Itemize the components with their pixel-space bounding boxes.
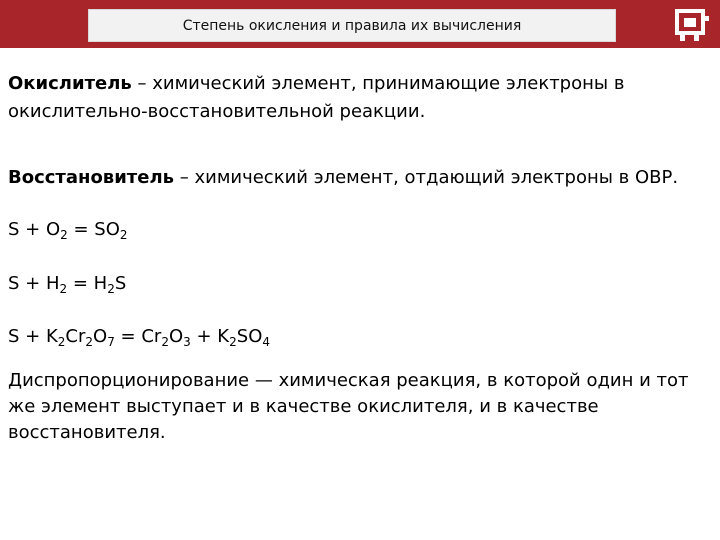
equation-subscript: 2 — [60, 228, 68, 242]
term-oxidizer: Окислитель — [8, 73, 132, 94]
term-reducer: Восстановитель — [8, 167, 175, 188]
robot-logo-icon — [672, 6, 712, 44]
equation-text: = H — [67, 273, 108, 294]
equation-subscript: 2 — [161, 335, 169, 349]
equation-text: = SO — [67, 219, 120, 240]
equation-text: SO — [236, 326, 263, 347]
equation-subscript: 2 — [107, 282, 115, 296]
equation-subscript: 2 — [119, 228, 128, 242]
equation-subscript: 2 — [57, 335, 66, 349]
equation-text: S + K — [8, 326, 58, 347]
equation-text: O — [168, 326, 184, 347]
slide-title — [88, 9, 616, 42]
equation-subscript: 3 — [183, 335, 191, 349]
equation-2 — [8, 270, 126, 298]
definition-reducer — [8, 164, 714, 192]
equation-text: S — [114, 273, 127, 294]
equation-text: S + H — [8, 273, 60, 294]
definition-reducer-text: – химический элемент, отдающий электроны в ОВР. — [174, 167, 679, 188]
equation-3 — [8, 323, 270, 351]
slide-title-text: Степень окисления и правила их вычисления — [182, 17, 522, 34]
equation-text: S + O — [8, 219, 61, 240]
equation-text: + K — [190, 326, 230, 347]
equation-text: = Cr — [114, 326, 162, 347]
equation-subscript: 2 — [85, 335, 94, 349]
equation-subscript: 7 — [107, 335, 115, 349]
definition-oxidizer — [8, 70, 708, 126]
equation-subscript: 2 — [59, 282, 68, 296]
equation-subscript: 2 — [229, 335, 237, 349]
equation-text: O — [93, 326, 108, 347]
disproportionation-paragraph: Диспропорционирование — химическая реакция, в которой один и тот же элемент выступает и в качестве окислителя, и в качестве восстановителя. — [8, 370, 689, 443]
equation-text: Cr — [65, 326, 86, 347]
equation-subscript: 4 — [262, 335, 270, 349]
equation-1 — [8, 216, 128, 244]
definition-oxidizer-text: – химический элемент, принимающие электроны в окислительно-восстановительной реакции. — [8, 73, 625, 122]
